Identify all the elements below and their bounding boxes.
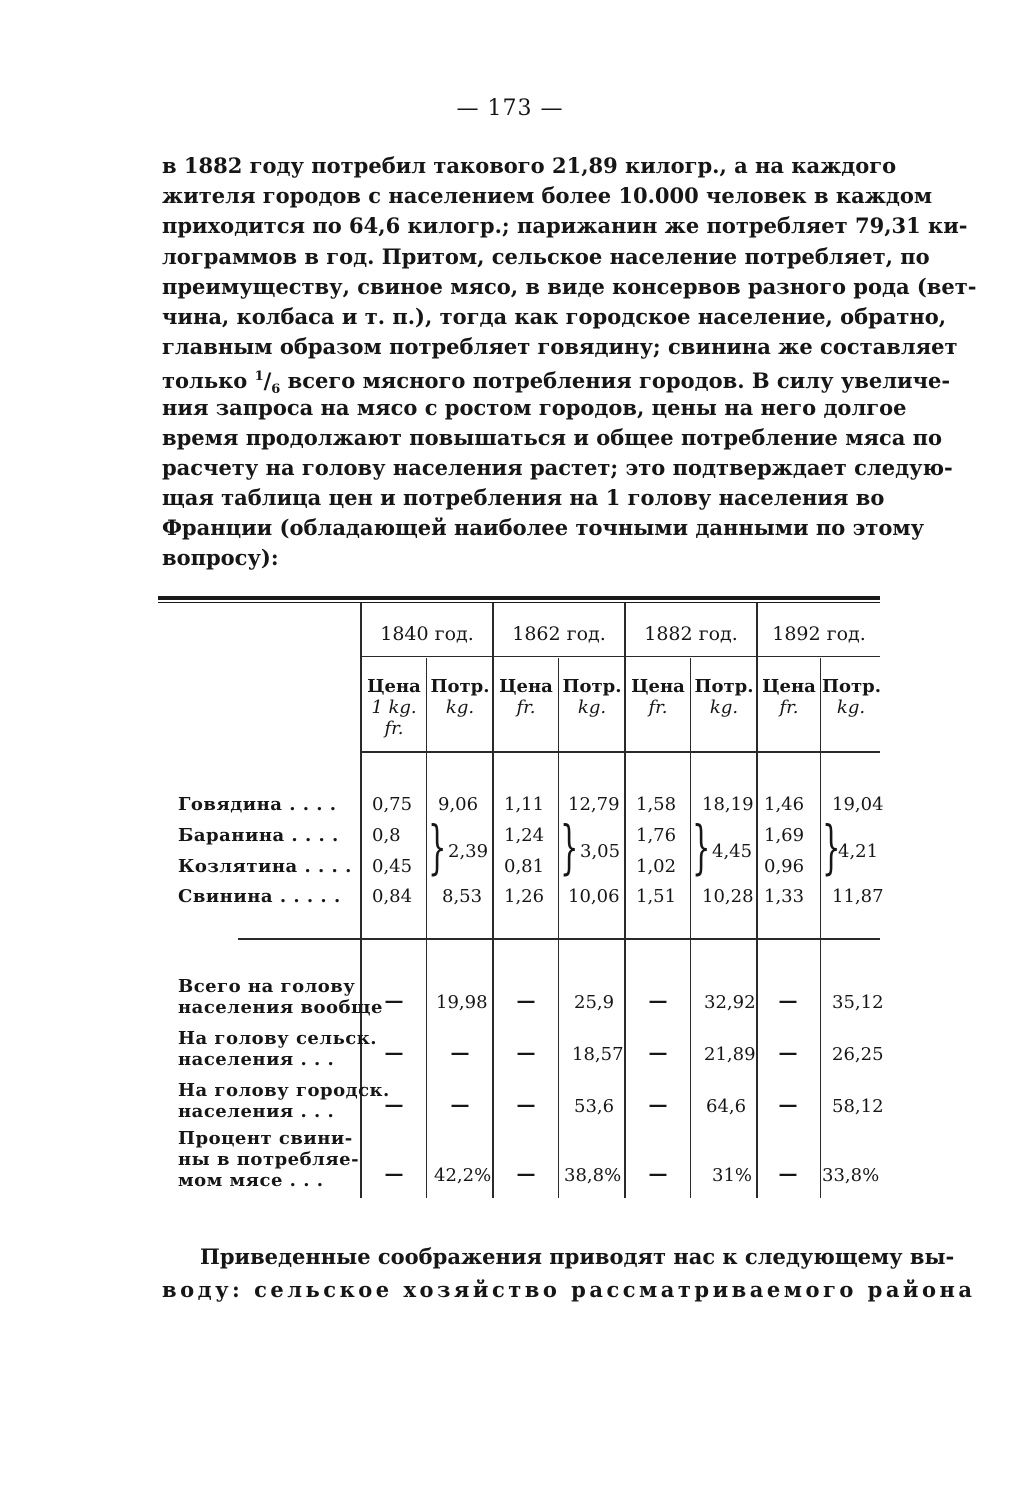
pork-price-1840: 0,84 [372, 886, 413, 907]
col-subdivider [558, 658, 559, 1198]
label-line: населения . . . [178, 1101, 335, 1122]
mutton-price-1862: 1,24 [504, 825, 545, 846]
price-header [758, 676, 820, 718]
price-header-label: Цена [762, 676, 816, 697]
header-divider [362, 656, 880, 657]
pork-pct-price-1862: — [516, 1163, 536, 1185]
year-header-1882: 1882 год. [644, 623, 738, 645]
text-line: чина, колбаса и т. п.), тогда как городское население, обратно, [162, 303, 947, 329]
col-subdivider [820, 658, 821, 1198]
brace-icon: } [428, 813, 447, 881]
fraction-numerator: 1 [254, 369, 264, 385]
pork-price-1882: 1,51 [636, 886, 677, 907]
price-unit: fr. [779, 697, 799, 718]
pork-pct-price-1840: — [384, 1163, 404, 1185]
consumption-header-label: Потр. [822, 676, 882, 697]
fraction-denominator: 6 [271, 382, 281, 398]
label-line: На голову городск. [178, 1080, 390, 1101]
rural-cons-1892: 26,25 [832, 1044, 884, 1065]
header-bottom-rule [362, 751, 880, 753]
goat-price-1892: 0,96 [764, 856, 805, 877]
total-price-1862: — [516, 990, 536, 1012]
rural-price-1882: — [648, 1042, 668, 1064]
pork-pct-1892: 33,8% [822, 1165, 880, 1186]
row-label-goat: Козлятина . . . . [178, 856, 352, 877]
beef-cons-1882: 18,19 [702, 794, 754, 815]
consumption-header [428, 676, 492, 718]
text-line-fraction: только $^1/_6$ всего мясного потребления городов. В силу увеличе- [162, 368, 951, 398]
consumption-header-label: Потр. [694, 676, 754, 697]
meat-table [158, 596, 884, 1208]
goat-price-1840: 0,45 [372, 856, 413, 877]
price-unit: fr. [384, 718, 404, 739]
pork-price-1892: 1,33 [764, 886, 805, 907]
col-subdivider [690, 658, 691, 1198]
fraction-after: всего мясного потребления городов. В силу увеличе- [280, 368, 951, 394]
beef-price-1882: 1,58 [636, 794, 677, 815]
urban-cons-1840: — [450, 1094, 470, 1116]
text-line: расчету на голову населения растет; это подтверждает следую- [162, 454, 953, 480]
col-subdivider [426, 658, 427, 1198]
urban-cons-1862: 53,6 [574, 1096, 615, 1117]
text-line: в 1882 году потребил такового 21,89 килогр., а на каждого [162, 153, 897, 178]
pork-cons-1862: 10,06 [568, 886, 620, 907]
total-cons-1840: 19,98 [436, 992, 488, 1013]
goat-price-1862: 0,81 [504, 856, 545, 877]
price-header-label: Цена [367, 676, 421, 697]
text-line: лограммов в год. Притом, сельское население потребляет, по [162, 243, 930, 269]
brace-icon: } [692, 813, 711, 881]
rural-cons-1862: 18,57 [572, 1044, 624, 1065]
fraction-before: только [162, 368, 255, 394]
pork-cons-1840: 8,53 [442, 886, 483, 907]
text-line: время продолжают повышаться и общее потребление мяса по [162, 424, 943, 450]
total-cons-1882: 32,92 [704, 992, 756, 1013]
brace-icon: } [560, 813, 579, 881]
beef-cons-1892: 19,04 [832, 794, 884, 815]
price-unit: fr. [648, 697, 668, 718]
rural-price-1892: — [778, 1042, 798, 1064]
row-label-beef: Говядина . . . . [178, 794, 337, 815]
closing-paragraph [162, 1240, 976, 1306]
consumption-header-label: Потр. [562, 676, 622, 697]
body-paragraph [162, 151, 977, 574]
text-line: жителя городов с населением более 10.000 человек в каждом [162, 183, 933, 209]
consumption-header [692, 676, 756, 718]
year-header-1840: 1840 год. [380, 623, 474, 645]
pork-pct-1862: 38,8% [564, 1165, 622, 1186]
price-header-label: Цена [499, 676, 553, 697]
rural-price-1840: — [384, 1042, 404, 1064]
mutton-goat-cons-1862: 3,05 [580, 841, 621, 862]
consumption-header [560, 676, 624, 718]
consumption-unit: kg. [445, 697, 475, 718]
rural-price-1862: — [516, 1042, 536, 1064]
urban-price-1862: — [516, 1094, 536, 1116]
beef-price-1840: 0,75 [372, 794, 413, 815]
rural-cons-1882: 21,89 [704, 1044, 756, 1065]
price-header [362, 676, 426, 739]
total-cons-1862: 25,9 [574, 992, 615, 1013]
beef-cons-1840: 9,06 [438, 794, 479, 815]
urban-cons-1892: 58,12 [832, 1096, 884, 1117]
label-line: мом мясе . . . [178, 1170, 324, 1191]
label-line: На голову сельск. [178, 1028, 378, 1049]
pork-pct-price-1882: — [648, 1163, 668, 1185]
urban-cons-1882: 64,6 [706, 1096, 747, 1117]
section-rule [238, 938, 880, 940]
row-label-urban [178, 1080, 390, 1122]
text-line: приходится по 64,6 килогр.; парижанин же потребляет 79,31 ки- [162, 213, 968, 239]
row-label-mutton: Баранина . . . . [178, 825, 339, 846]
rural-cons-1840: — [450, 1042, 470, 1064]
text-line: щая таблица цен и потребления на 1 голову населения во [162, 485, 885, 511]
beef-price-1892: 1,46 [764, 794, 805, 815]
mutton-price-1882: 1,76 [636, 825, 677, 846]
row-label-pork: Свинина . . . . . [178, 886, 341, 907]
table-top-rule-thin [158, 602, 880, 603]
mutton-goat-cons-1882: 4,45 [712, 841, 753, 862]
urban-price-1882: — [648, 1094, 668, 1116]
row-label-pork-percent [178, 1128, 359, 1191]
row-label-rural [178, 1028, 377, 1070]
price-unit-kg: 1 kg. [371, 697, 417, 718]
total-price-1882: — [648, 990, 668, 1012]
pork-cons-1892: 11,87 [832, 886, 884, 907]
pork-pct-1882: 31% [712, 1165, 753, 1186]
mutton-price-1892: 1,69 [764, 825, 805, 846]
pork-pct-price-1892: — [778, 1163, 798, 1185]
price-header [494, 676, 558, 718]
goat-price-1882: 1,02 [636, 856, 677, 877]
table-top-rule [158, 596, 880, 600]
text-line: Приведенные соображения приводят нас к следующему вы- [200, 1244, 955, 1269]
text-line: ния запроса на мясо с ростом городов, цены на него долгое [162, 394, 907, 420]
price-unit: fr. [516, 697, 536, 718]
label-line: Всего на голову [178, 976, 356, 997]
pork-pct-1840: 42,2% [434, 1165, 492, 1186]
beef-price-1862: 1,11 [504, 794, 545, 815]
label-line: населения . . . [178, 1049, 335, 1070]
mutton-goat-cons-1892: 4,21 [838, 841, 879, 862]
total-price-1840: — [384, 990, 404, 1012]
text-line: преимуществу, свиное мясо, в виде консервов разного рода (вет- [162, 273, 977, 299]
row-label-total [178, 976, 383, 1018]
urban-price-1840: — [384, 1094, 404, 1116]
label-line: населения вообще [178, 997, 383, 1018]
label-line: ны в потребляе- [178, 1149, 360, 1170]
year-header-1862: 1862 год. [512, 623, 606, 645]
text-line: вопросу): [162, 545, 279, 571]
text-line: главным образом потребляет говядину; свинина же составляет [162, 334, 958, 360]
brace-icon: } [822, 813, 841, 881]
pork-cons-1882: 10,28 [702, 886, 754, 907]
mutton-price-1840: 0,8 [372, 825, 401, 846]
mutton-goat-cons-1840: 2,39 [448, 841, 489, 862]
text-line: воду: сельское хозяйство рассматриваемого района [162, 1277, 976, 1302]
price-header [626, 676, 690, 718]
price-header-label: Цена [631, 676, 685, 697]
urban-price-1892: — [778, 1094, 798, 1116]
consumption-unit: kg. [836, 697, 866, 718]
consumption-unit: kg. [709, 697, 739, 718]
label-line: Процент свини- [178, 1128, 353, 1149]
consumption-header-label: Потр. [430, 676, 490, 697]
consumption-unit: kg. [577, 697, 607, 718]
total-cons-1892: 35,12 [832, 992, 884, 1013]
text-line: Франции (обладающей наиболее точными данными по этому [162, 515, 925, 541]
total-price-1892: — [778, 990, 798, 1012]
page-number: — 173 — [456, 96, 564, 121]
pork-price-1862: 1,26 [504, 886, 545, 907]
year-header-1892: 1892 год. [772, 623, 866, 645]
beef-cons-1862: 12,79 [568, 794, 620, 815]
consumption-header [822, 676, 880, 718]
